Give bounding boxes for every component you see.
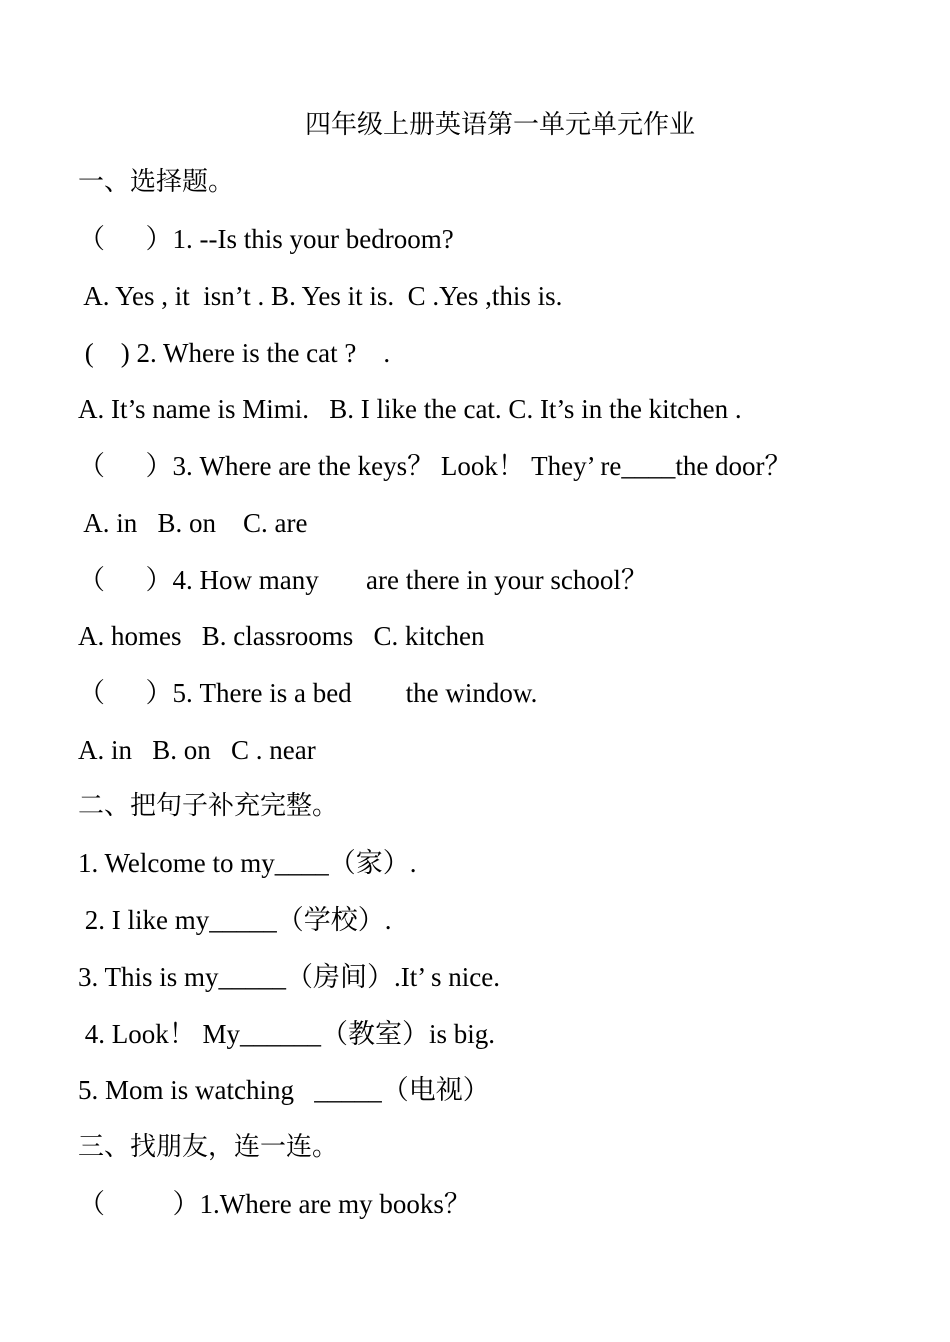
section-heading-complete-sentences: 二、把句子补充完整。 xyxy=(78,791,339,821)
matching-question-line: （ ）1.Where are my books？ xyxy=(78,1189,471,1219)
options-line: A. in B. on C . near xyxy=(78,735,316,765)
question-line: （ ）5. There is a bed the window. xyxy=(78,678,538,708)
section-heading-matching: 三、找朋友，连一连。 xyxy=(78,1132,339,1162)
question-line: （ ）3. Where are the keys？ Look！ They’ re____the door？ xyxy=(78,451,792,481)
fill-blank-line: 3. This is my_____（房间）.It’ s nice. xyxy=(78,962,500,992)
fill-blank-line: 1. Welcome to my____（家）. xyxy=(78,848,417,878)
question-line: ( ) 2. Where is the cat ? . xyxy=(78,338,391,368)
section-heading-choice: 一、选择题。 xyxy=(78,167,235,197)
question-line: （ ）1. --Is this your bedroom? xyxy=(78,224,454,254)
fill-blank-line: 2. I like my_____（学校）. xyxy=(78,905,392,935)
options-line: A. homes B. classrooms C. kitchen xyxy=(78,621,485,651)
fill-blank-line: 5. Mom is watching _____（电视） xyxy=(78,1075,490,1105)
fill-blank-line: 4. Look！ My______（教室）is big. xyxy=(78,1019,496,1049)
options-line: A. Yes , it isn’t . B. Yes it is. C .Yes ,this is. xyxy=(78,281,563,311)
question-line: （ ）4. How many are there in your school？ xyxy=(78,565,648,595)
options-line: A. in B. on C. are xyxy=(78,508,308,538)
options-line: A. It’s name is Mimi. B. I like the cat. C. It’s in the kitchen . xyxy=(78,394,742,424)
page-title: 四年级上册英语第一单元单元作业 xyxy=(304,110,695,140)
